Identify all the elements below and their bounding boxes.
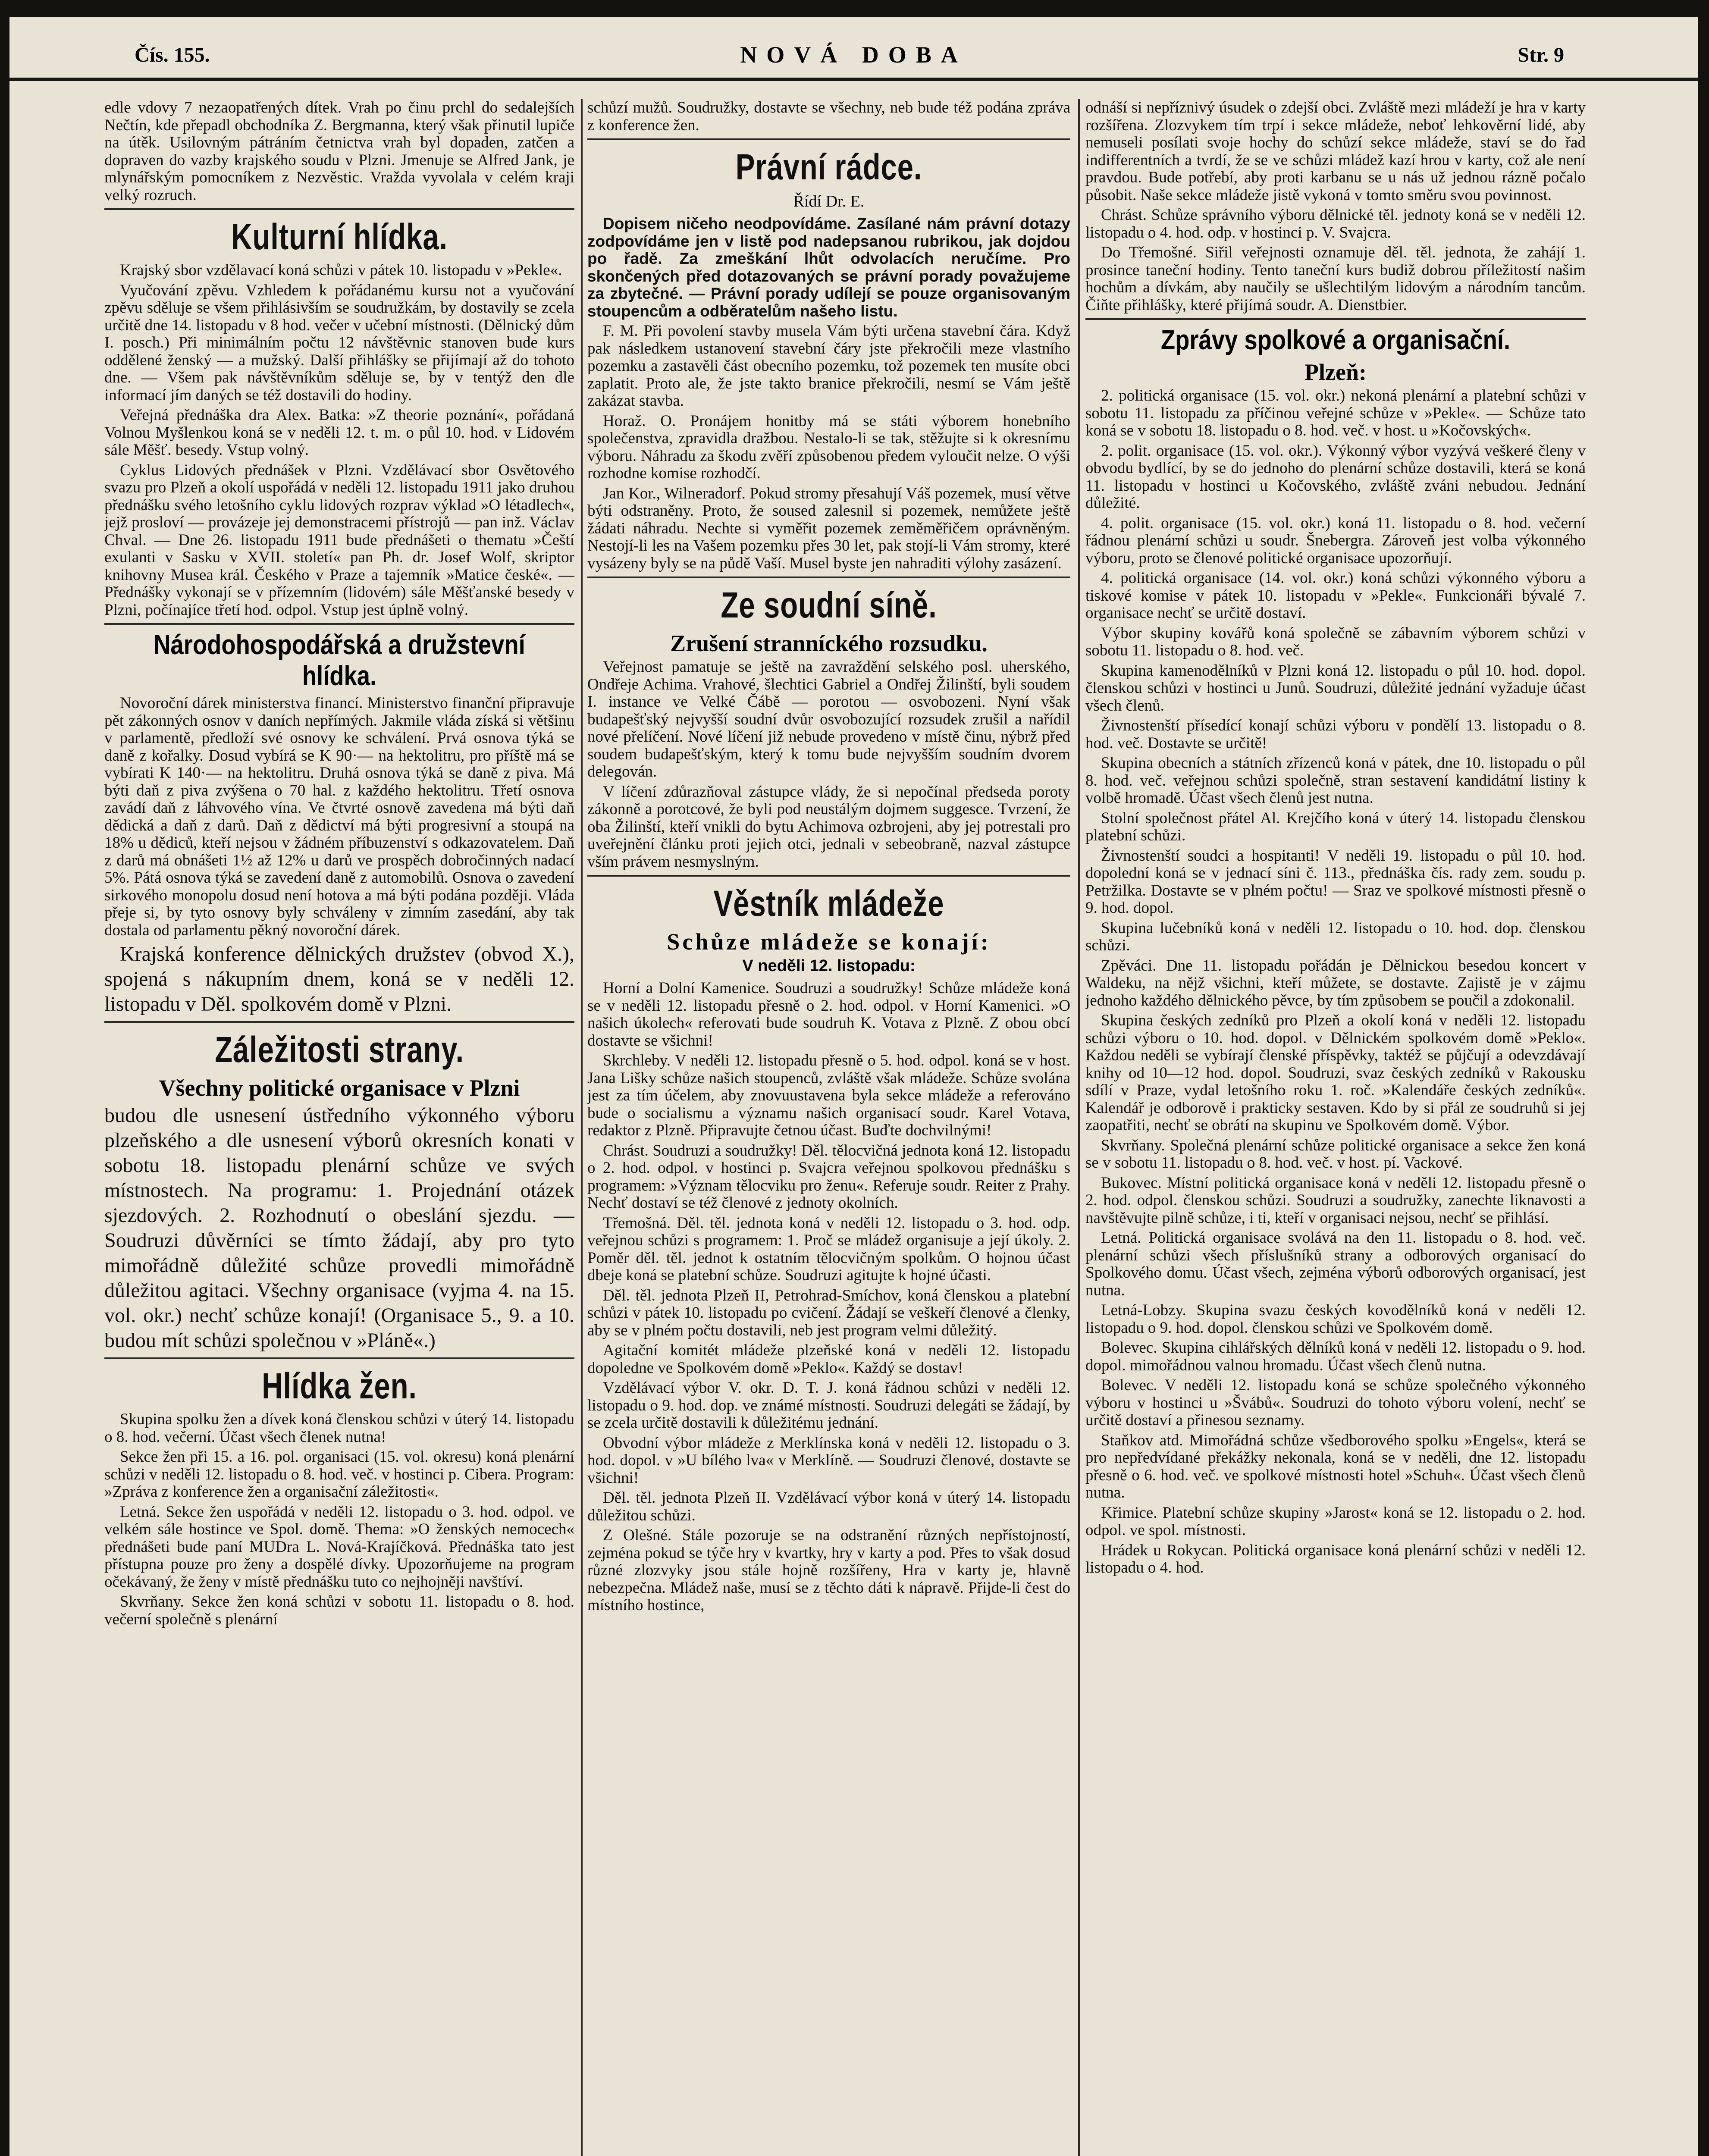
article-text: Vzdělávací výbor V. okr. D. T. J. koná řádnou schůzi v neděli 12. listopadu o 9. hod. dop. ve známé místnosti. Soudruzi delegáti se žádají, by se zcela určitě dostavili k důležitému jednání. <box>587 1379 1070 1432</box>
article-text: Skupina obecních a státních zřízenců koná v pátek, dne 10. listopadu o půl 8. hod. več. veřejnou schůzi společně, stran sestavení kandidátní listiny k volbě hromadě. Účast všech členů jest nutna. <box>1085 754 1586 807</box>
article-text: edle vdovy 7 nezaopatřených dítek. Vrah po činu prchl do sedalejších Nečtín, kde přepadl obchodníka Z. Bergmanna, který však přinutil lupiče na útěk. Usilovným pátráním četnictva vrah byl dopaden, zatčen a dopraven do vazby krajského soudu v Plzni. Jmenuje se Alfred Jank, je mlynářským pomocníkem z Nezvěstic. Vražda vyvolala v celém kraji velký rozruch. <box>104 99 574 204</box>
section-divider <box>587 875 1070 877</box>
article-subheading: Schůze mládeže se konají: <box>667 929 991 955</box>
article-text: Vyučování zpěvu. Vzhledem k pořádanému kursu not a vyučování zpěvu sděluje se všem přihlásivším se soudružkám, by dostavily se zcela určitě dne 14. listopadu v 8 hod. večer v učební místnosti. (Dělnický dům I. posch.) Při minimálním počtu 12 návštěvnic stanoven bude kurs oddělené ženský — a mužský. Další přihlášky se přijímají až do tohoto dne. — Všem pak návštěvníkům sděluje se, by v tentýž den dle informací jím daných se též dostavili do hodiny. <box>104 281 574 404</box>
article-text: Do Třemošné. Siřil veřejnosti oznamuje děl. těl. jednota, že zahájí 1. prosince taneční hodiny. Tento taneční kurs budiž dobrou příležitostí našim hochům a dívkám, aby naučily se ušlechtilým lidovým a národním tancům. Čiňte přihlášky, které přijímá soudr. A. Dienstbier. <box>1085 244 1586 314</box>
article-text: Veřejnost pamatuje se ještě na zavraždění selského posl. uherského, Ondřeje Achima. Vrahové, šlechtici Gabriel a Ondřej Žilinští, byli soudem I. instance ve Velké Čábě — porotou — osvobozeni. Nyní však budapešťský nejvyšší soudní dvůr osvobozující rozsudek zrušil a nařídil nové přelíčení. Nové líčení již nebude provedeno v místě činu, nýbrž před soudem budapešťským, který k tomu bude nejvyšším soudním dvorem delegován. <box>587 658 1070 780</box>
article-text: Veřejná přednáška dra Alex. Batka: »Z theorie poznání«, pořádaná Volnou Myšlenkou koná se v neděli 12. t. m. o půl 10. hod. v Lidovém sále Měšť. besedy. Vstup volný. <box>104 406 574 459</box>
article-text: schůzí mužů. Soudružky, dostavte se všechny, neb bude též podána zpráva z konference žen. <box>587 99 1070 134</box>
article-text: Bolevec. V neděli 12. listopadu koná se schůze společného výkonného výboru v hostinci u »Švábů«. Soudruzi do tohoto výboru volení, nechť se určitě dostaví a přinesou seznamy. <box>1085 1376 1586 1429</box>
article-text: Třemošná. Děl. těl. jednota koná v neděli 12. listopadu o 3. hod. odp. veřejnou schůzi s programem: 1. Proč se mládež organisuje a její úkoly. 2. Poměr děl. těl. jednot k ostatním tělocvičným spolkům. O hojnou účast dbeje koná se platební schůze. Soudruzi agitujte k hojné účasti. <box>587 1214 1070 1284</box>
article-text: 2. politická organisace (15. vol. okr.) nekoná plenární a platební schůzi v sobotu 11. listopadu za příčinou veřejné schůze v »Pekle«. — Schůze tato koná se v sobotu 18. listopadu o 8. hod. več. v host. u »Kočovských«. <box>1085 387 1586 439</box>
article-text: Skupina českých zedníků pro Plzeň a okolí koná v neděli 12. listopadu schůzi výboru o 10. hod. dopol. v Dělnickém spolkovém domě »Peklo«. Každou neděli se vybírají členské příspěvky, taktéž se půjčují a odevzdávají knihy od 10—12 hod. dopol. Soudruzi, svaz českých zedníků v Rakousku sdílí v Praze, vydal letošního roku 1. roč. »Kalendáře českých zedníků«. Kalendář je odborově i prakticky sestaven. Kdo by si přál ze soudruhů si jej zaopatřiti, nechť se obrátí na skupinu ve Spolkovém domě. Výbor. <box>1085 1012 1586 1134</box>
column-divider <box>1078 99 1080 2156</box>
article-text: 2. polit. organisace (15. vol. okr.). Výkonný výbor vyzývá veškeré členy v obvodu bydlící, by se do jednoho do plenární schůze dostavili, která se koná 11. listopadu v hostinci u Kočovského, zvláště zváni nebudou. Jednání důležité. <box>1085 442 1586 512</box>
article-text: Děl. těl. jednota Plzeň II, Petrohrad-Smíchov, koná členskou a platební schůzi v pátek 10. listopadu po cvičení. Žádají se veškeří členové a členky, aby se v plném počtu dostavili, neb jest program velmi důležitý. <box>587 1286 1070 1339</box>
section-divider <box>104 1021 574 1023</box>
article-text: Stolní společnost přátel Al. Krejčího koná v úterý 14. listopadu členskou platební schůzi. <box>1085 809 1586 844</box>
article-text: Z Olešné. Stále pozoruje se na odstranění různých nepřístojností, zejména pokud se týče hry v kvartky, hry v karty a pod. Přes to však dosud různé zlozvyky jsou stále hojně rozšířeny, Hra v karty je, hlavně nebezpečna. Mládež naše, musí se z těchto dáti k nápravě. Přijde-li čest do místního hostince, <box>587 1526 1070 1614</box>
section-divider <box>587 577 1070 578</box>
section-divider <box>1085 318 1586 320</box>
article-text: Skupina spolku žen a dívek koná členskou schůzi v úterý 14. listopadu o 8. hod. večerní. Účast všech členek nutna! <box>104 1410 574 1446</box>
article-text: 4. polit. organisace (15. vol. okr.) koná 11. listopadu o 8. hod. večerní řádnou plenární schůzi u soudr. Šnebergra. Zároveň jest volba výkonného výboru, proto se členové politické organisace upozorňují. <box>1085 514 1586 567</box>
section-heading: Kulturní hlídka. <box>231 216 448 257</box>
section-heading: Národohospodářská a družstevní hlídka. <box>154 629 525 691</box>
article-subheading: Plzeň: <box>1304 359 1367 385</box>
article-text: Hrádek u Rokycan. Politická organisace koná plenární schůzi v neděli 12. listopadu o 4. hod. <box>1085 1541 1586 1576</box>
column-1 <box>104 99 574 2156</box>
article-subheading: V neděli 12. listopadu: <box>742 957 916 975</box>
article-text: Cyklus Lidových přednášek v Plzni. Vzdělávací sbor Osvětového svazu pro Plzeň a okolí uspořádá v neděli 12. listopadu 1911 jako druhou přednášku svého letošního cyklu lidových rozprav výklad »O létadlech«, jejž prosloví — provázeje jej demonstracemi přístrojů — pan inž. Václav Chval. — Dne 26. listopadu 1911 bude přednášeti o thematu »Čeští exulanti v Sasku v XVII. století« pan Ph. dr. Josef Wolf, skriptor knihovny Musea král. Českého v Praze a tajemník »Matice české«. — Přednášky vykonají se v přízemním (lidovém) sále Měšťanské besedy v Plzni, počínajíce třetí hod. odpol. Vstup jest úplně volný. <box>104 461 574 619</box>
article-text: Obvodní výbor mládeže z Merklínska koná v neděli 12. listopadu o 3. hod. dopol. v »U bílého lva« v Merklíně. — Soudruzi členové, dostavte se všichni! <box>587 1434 1070 1487</box>
section-heading: Věstník mládeže <box>713 883 944 924</box>
section-heading: Právní rádce. <box>735 147 922 187</box>
article-text: Křimice. Platební schůze skupiny »Jarost« koná se 12. listopadu o 2. hod. odpol. ve spol. místnosti. <box>1085 1504 1586 1539</box>
article-text: odnáší si nepříznivý úsudek o zdejší obci. Zvláště mezi mládeží je hra v karty rozšířena. Zlozvykem tím trpí i sekce mládeže, neboť lehkověrní lidé, aby nemuseli posílati svoje hochy do schůzí sekce mládeže, staví se do řad indifferentních a tvrdí, že se ve schůzi mládež kazí hrou v karty, což ale není pravdou. Bude potřebí, aby proti karbanu se u nás už jednou rázně počalo působit. Naše sekce mládeže jistě vykoná v tomto směru svou povinnost. <box>1085 99 1586 204</box>
section-divider <box>104 623 574 625</box>
issue-number: Čís. 155. <box>135 44 210 66</box>
section-heading: Záležitosti strany. <box>215 1029 464 1070</box>
column-2 <box>587 99 1070 2156</box>
article-text: Novoroční dárek ministerstva financí. Ministerstvo finanční připravuje pět zákonných osnov v daních nepřímých. Jakmile vláda získá si většinu v parlamentě, předloží své osnovy ke schválení. Prvá osnova týká se daně z kořalky. Dosud vybírá se K 90·— na hektolitru, pro příště má se vybírati K 140·— na hektolitru. Druhá osnova týká se daně z piva. Má býti daň z piva zvýšena o 70 hal. z každého hektolitru. Třetí osnova zavádí daň z láhvového vína. Ve čtvrté osnově zavedena má býti daň dědická a daň z darů. Daň z dědictví má býti progresivní a stoupá na 18% u dědiců, kteří nejsou v žádném příbuzenství s odkazovatelem. Daň z darů má obnášeti 1½ až 12% u darů ve prospěch dobročinných nadací 5%. Pátá osnova týká se zavedení daně z automobilů. Osnova o zavedení sirkového monopolu dosud není hotova a má býti podána později. Vláda přeje si, by tyto osnovy byly schváleny v zimním zasedání, aby tak dostala od parlamentu pěkný novoroční dárek. <box>104 694 574 939</box>
article-subheading: Všechny politické organisace v Plzni <box>159 1075 520 1101</box>
article-text: Zpěváci. Dne 11. listopadu pořádán je Dělnickou besedou koncert v Waldeku, na nějž všichni, kteří můžete, se dostavte. Zajistě je v zájmu jednoho každého dělnického pěvce, by tím způsobem se poučil a zdokonalil. <box>1085 956 1586 1009</box>
article-text: Skupina kamenodělníků v Plzni koná 12. listopadu o půl 10. hod. dopol. členskou schůzi v hostinci u Junů. Soudruzi, důležité jednání vyžaduje účast všech členů. <box>1085 661 1586 714</box>
article-text: F. M. Při povolení stavby musela Vám býti určena stavební čára. Když pak následkem ustanovení stavební čáry jste překročili meze vlastního pozemku a zastavěli část obecního pozemku, tož pozemek ten musíte obci zaplatit. Proto ale, že jste takto branice překročili, nesmí se Vám ještě zakázat stavba. <box>587 322 1070 410</box>
section-heading: Zprávy spolkové a organisační. <box>1160 324 1511 355</box>
article-text: Chrást. Schůze správního výboru dělnické těl. jednoty koná se v neděli 12. listopadu o 4. hod. odp. v hostinci p. V. Svajcra. <box>1085 206 1586 241</box>
article-text: Sekce žen při 15. a 16. pol. organisaci (15. vol. okresu) koná plenární schůzi v neděli 12. listopadu o 8. hod. več. v hostinci p. Cibera. Program: »Zpráva z konference žen a organisační záležitosti«. <box>104 1448 574 1501</box>
section-divider <box>587 138 1070 140</box>
article-text: Dopisem ničeho neodpovídáme. Zasílané nám právní dotazy zodpovídáme jen v listě pod nadepsanou rubrikou, jak dojdou po řadě. Za zmeškání lhůt odvolacích neručíme. Pro skončených před dotazovaných se právní porady považujeme za zbytečné. — Právní porady udílejí se pouze organisovaným stoupencům a odběratelům našeho listu. <box>587 215 1070 320</box>
article-text: Výbor skupiny kovářů koná společně se zábavním výborem schůzi v sobotu 11. listopadu o 8. hod. več. <box>1085 624 1586 659</box>
page-header <box>9 30 1698 81</box>
article-text: Staňkov atd. Mimořádná schůze všedborového spolku »Engels«, která se pro nepředvídané překážky nekonala, koná se v neděli, dne 12. listopadu přesně o 6. hod. več. ve spolkové místnosti hotel »Schuh«. Účast všech členů nutna. <box>1085 1431 1586 1501</box>
article-text: Letná. Sekce žen uspořádá v neděli 12. listopadu o 3. hod. odpol. ve velkém sále hostince ve Spol. domě. Thema: »O ženských nemocech« přednášeti bude paní MUDra L. Nová-Krajíčková. Přednáška tato jest přístupna pouze pro ženy a dospělé dívky. Upozorňujeme na program očekávaný, že ženy v místě přednášku tuto co nejhojněji navštíví. <box>104 1503 574 1591</box>
article-text: Horní a Dolní Kamenice. Soudruzi a soudružky! Schůze mládeže koná se v neděli 12. listopadu přesně o 2. hod. odpol. v Horní Kamenici. »O našich úkolech« referovati bude soudruh K. Votava z Plzně. Z obou obcí dostavte se všichni! <box>587 979 1070 1050</box>
article-text: Krajská konference dělnických družstev (obvod X.), spojená s nákupním dnem, koná se v neděli 12. listopadu v Děl. spolkovém domě v Plzni. <box>104 943 574 1015</box>
newspaper-page <box>9 17 1698 2156</box>
article-text: Krajský sbor vzdělavací koná schůzi v pátek 10. listopadu v »Pekle«. <box>120 261 562 279</box>
article-text: Letná. Politická organisace svolává na den 11. listopadu o 8. hod. več. plenární schůzi všech příslušníků strany a odborových organisací do Spolkového domu. Účast všech, zejména výborů odborových organisací, jest nutna. <box>1085 1229 1586 1299</box>
article-text: 4. politická organisace (14. vol. okr.) koná schůzi výkonného výboru a tiskové komise v pátek 10. listopadu v »Pekle«. Funkcionáři bývalé 7. organisace nechť se určitě dostaví. <box>1085 569 1586 622</box>
article-text: Bolevec. Skupina cihlářských dělníků koná v neděli 12. listopadu o 9. hod. dopol. mimořádnou valnou hromadu. Účast všech členů nutna. <box>1085 1339 1586 1374</box>
article-subheading: Zrušení stranníckého rozsudku. <box>670 630 988 656</box>
article-text: Skvrňany. Sekce žen koná schůzi v sobotu 11. listopadu o 8. hod. večerní společně s plenární <box>104 1593 574 1628</box>
article-text: Agitační komitét mládeže plzeňské koná v neděli 12. listopadu dopoledne ve Spolkovém domě »Peklo«. Každý se dostav! <box>587 1341 1070 1377</box>
article-text: Chrást. Soudruzi a soudružky! Děl. tělocvičná jednota koná 12. listopadu o 2. hod. odpol. v hostinci p. Svajcra veřejnou spolkovou přednášku s programem: »Význam tělocviku pro ženu«. Referuje soudr. Reiter z Prahy. Nechť dostaví se též členové z jednoty okolních. <box>587 1141 1070 1212</box>
article-text: Letná-Lobzy. Skupina svazu českých kovodělníků koná v neděli 12. listopadu o 9. hod. dopol. členskou schůzi ve Spolkovém domě. <box>1085 1301 1586 1337</box>
article-text: Děl. těl. jednota Plzeň II. Vzdělávací výbor koná v úterý 14. listopadu důležitou schůzi. <box>587 1489 1070 1524</box>
article-text: Skupina lučebníků koná v neděli 12. listopadu o 10. hod. dop. členskou schůzi. <box>1085 919 1586 954</box>
article-text: Bukovec. Místní politická organisace koná v neděli 12. listopadu přesně o 2. hod. odpol. členskou schůzi. Soudruzi a soudružky, zanechte liknavosti a navštěvujte pilně schůze, i ti, kteří v organisaci nejsou, nechť se přihlásí. <box>1085 1174 1586 1227</box>
column-divider <box>581 99 583 2156</box>
article-text: Horaž. O. Pronájem honitby má se státi výborem honebního společenstva, zpravidla dražbou. Nestalo-li se tak, stěžujte si k okresnímu výboru. Náhradu za škodu zvěří způsobenou předem vyloučit nelze. O výši rozhodne komise rozhodčí. <box>587 412 1070 482</box>
column-3 <box>1085 99 1586 2156</box>
article-text: Skvrňany. Společná plenární schůze politické organisace a sekce žen koná se v sobotu 11. listopadu o 8. hod. več. v host. pí. Vackové. <box>1085 1136 1586 1172</box>
article-byline: Řídí Dr. E. <box>793 192 865 210</box>
article-text: Živnostenští soudci a hospitanti! V neděli 19. listopadu o půl 10. hod. dopolední koná se v jednací síni č. 113., přednáška čís. rady zem. soudu p. Petržilka. Dostavte se v plném počtu! — Sraz ve spolkové místnosti přesně o 9. hod. dopol. <box>1085 846 1586 917</box>
section-divider <box>104 208 574 210</box>
masthead-title: NOVÁ DOBA <box>740 42 967 68</box>
article-text: Živnostenští přísedící konají schůzi výboru v pondělí 13. listopadu o 8. hod. več. Dostavte se určitě! <box>1085 717 1586 752</box>
page-number: Str. 9 <box>1518 44 1564 66</box>
section-heading: Ze soudní síně. <box>721 585 937 625</box>
article-text: Jan Kor., Wilneradorf. Pokud stromy přesahují Váš pozemek, musí větve býti odstraněny. Proto, že soused zalesnil si pozemek, nemůžete ještě žádati náhradu. Nechte si vyměřit pozemek zeměměřičem oprávněným. Nestojí-li les na Vašem pozemku přes 30 let, pak stojí-li Vám stromy, které vysázeny byly se na půdě Vaší. Musel byste jen nahraditi výlohy zasázení. <box>587 484 1070 572</box>
article-text: budou dle usnesení ústředního výkonného výboru plzeňského a dle usnesení výborů okresních konati v sobotu 18. listopadu plenární schůze ve svých místnostech. Na programu: 1. Projednání otázek sjezdových. 2. Rozhodnutí o obeslání sjezdu. — Soudruzi důvěrníci se tímto žádají, aby pro tyto mimořádně důležité schůze provedli mimořádně důležitou agitaci. Všechny organisace (vyjma 4. na 15. vol. okr.) nechť schůze konají! (Organisace 5., 9. a 10. budou mít schůzi společnou v »Pláně«.) <box>104 1104 574 1352</box>
section-heading: Hlídka žen. <box>262 1366 417 1406</box>
article-text: Skrchleby. V neděli 12. listopadu přesně o 5. hod. odpol. koná se v host. Jana Lišky schůze našich stoupenců, zvláště však mládeže. Schůze svolána jest za tím účelem, aby znovuustavena byla sekce mládeže a referováno bude o socialismu a významu našich organisací soudr. Karel Votava, redaktor z Plzně. Připravujte četnou účast. Buďte dochvilnými! <box>587 1052 1070 1139</box>
article-text: V líčení zdůrazňoval zástupce vlády, že si nepočínal předseda poroty zákonně a porotcové, že byli pod neustálým dojmem suggesce. Tvrzení, že oba Žilinští, kteří vnikli do bytu Achimova ozbrojeni, aby jej potrestali pro uveřejnění článku proti jejich otci, jednali v sebeobraně, nazval zástupce vším právem nesmyslným. <box>587 783 1070 871</box>
section-divider <box>104 1357 574 1359</box>
